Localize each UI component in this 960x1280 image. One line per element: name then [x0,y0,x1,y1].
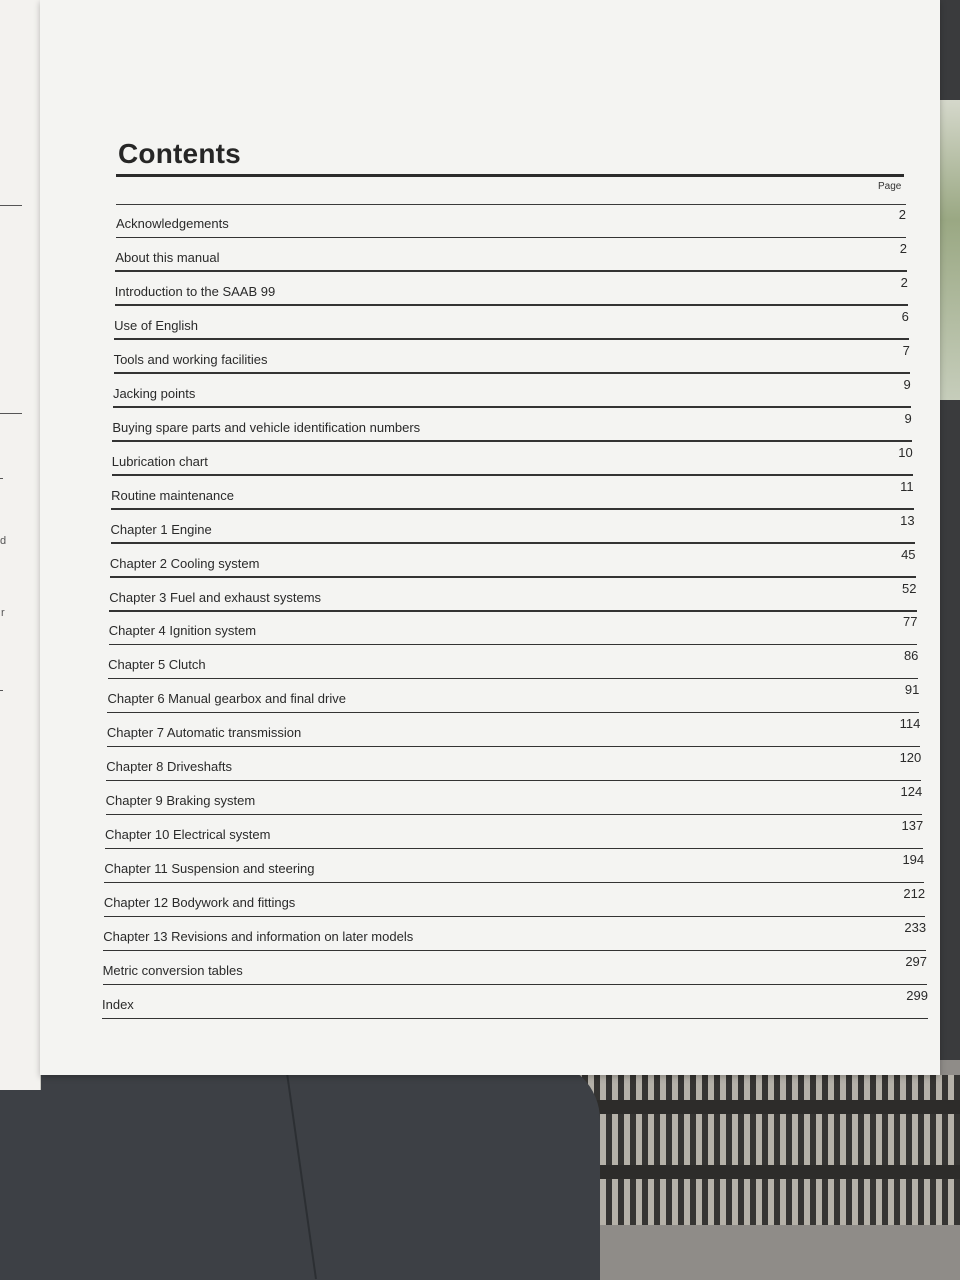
toc-entry-title: Acknowledgements [116,216,229,231]
toc-entry-page-number: 212 [903,886,926,902]
toc-entry-page-number: 52 [902,580,917,596]
toc-entry-page-number: 2 [898,207,906,222]
toc-entry-page-number: 194 [902,852,925,868]
toc-entry-page-number: 9 [903,376,911,392]
toc-entry [107,713,920,747]
toc-entry [112,442,913,476]
toc-entry-page-number: 45 [901,546,916,562]
page-title: Contents [118,138,241,169]
toc-entry [115,272,908,306]
toc-entry-title: Chapter 11 Suspension and steering [104,861,315,877]
toc-entry-page-number: 233 [904,920,927,936]
toc-entry [115,238,907,272]
toc-entry-title: Tools and working facilities [113,351,268,367]
toc-entry [114,340,910,374]
toc-entry [104,883,925,917]
toc-entry-title: Chapter 1 Engine [110,521,212,537]
toc-entry [104,849,924,883]
text-fragment-line [0,478,3,479]
toc-entry-title: Chapter 6 Manual gearbox and final drive [107,691,346,707]
previous-page-edge [0,0,41,1090]
toc-entry-title: Chapter 5 Clutch [108,657,206,673]
toc-entry [102,985,928,1019]
toc-entry-title: Use of English [114,317,198,333]
toc-entry-page-number: 114 [899,716,921,732]
toc-entry-page-number: 10 [898,444,913,460]
toc-entry-page-number: 120 [899,750,922,766]
toc-entry-title: Chapter 2 Cooling system [109,555,260,571]
text-fragment: d [0,535,7,547]
toc-entry-page-number: 2 [900,274,908,290]
toc-entry [106,781,923,815]
toc-entry-page-number: 77 [903,614,918,630]
toc-entry-page-number: 86 [903,648,919,664]
toc-entry-title: About this manual [115,249,220,265]
toc-entry-page-number: 9 [904,410,912,426]
toc-entry-page-number: 6 [901,308,909,324]
toc-entry-title: Routine maintenance [111,487,234,503]
toc-entry [112,408,911,442]
toc-entry-title: Chapter 12 Bodywork and fittings [103,895,296,911]
toc-entry-title: Chapter 8 Driveshafts [106,759,232,775]
toc-entry-title: Metric conversion tables [102,963,243,979]
toc-entry-page-number: 124 [900,784,923,800]
text-fragment-line [0,690,3,691]
toc-entry-title: Chapter 7 Automatic transmission [106,725,302,741]
page-column-header: Page [878,181,902,192]
toc-entry [111,476,914,510]
toc-entry [116,204,906,238]
text-fragment-line [0,205,22,206]
toc-entry-title: Buying spare parts and vehicle identification numbers [112,419,421,435]
toc-entry-title: Jacking points [112,385,196,401]
toc-entry [106,747,921,781]
toc-entry-title: Chapter 9 Braking system [105,793,256,809]
toc-entry [107,679,919,713]
toc-entry [111,510,915,544]
toc-entry-page-number: 13 [900,512,915,528]
toc-entry [109,578,916,612]
toc-entry [110,544,916,578]
toc-entry-rule [102,1018,928,1020]
toc-entry-page-number: 2 [899,240,907,256]
title-rule [116,174,904,177]
toc-entry [103,951,927,985]
toc-entry-page-number: 297 [905,954,928,970]
text-fragment-line [0,413,22,414]
toc-entry-title: Lubrication chart [111,453,208,469]
toc-entry [109,611,918,645]
toc-entry-title: Introduction to the SAAB 99 [114,283,276,299]
toc-entry-title: Chapter 4 Ignition system [108,623,257,639]
toc-entry [105,815,923,849]
toc-entry-title: Index [102,997,134,1012]
toc-entry-title: Chapter 13 Revisions and information on later models [103,929,414,945]
toc-entry [103,917,926,951]
toc-entry-page-number: 299 [906,988,928,1003]
toc-entry-page-number: 91 [904,682,920,698]
toc-entry-page-number: 11 [900,478,914,494]
toc-entry-title: Chapter 10 Electrical system [105,827,271,843]
toc-entry-page-number: 137 [901,818,924,834]
toc-entry [108,645,918,679]
toc-entry [114,306,909,340]
toc-entry-page-number: 7 [902,342,910,358]
contents-page [40,0,940,1075]
toc-entry-title: Chapter 3 Fuel and exhaust systems [109,589,322,605]
toc-entry [113,374,911,408]
text-fragment: r [1,607,5,619]
